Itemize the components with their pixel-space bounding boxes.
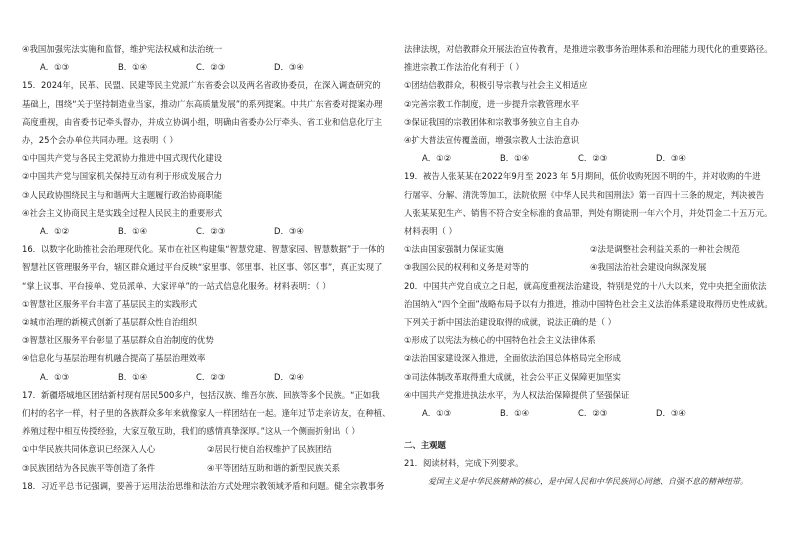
- q17-stem-line: 们村的名字一样，村子里的各族群众多年来就像家人一样团结在一起。逢年过节走亲访友，在种植、: [22, 408, 391, 419]
- q16-statement: ④信息化与基层治理有机融合提高了基层治理效率: [22, 353, 206, 364]
- q15-statement: ①中国共产党与各民主党派协力推进中国式现代化建设: [22, 153, 223, 164]
- q18-statement: ①团结信教群众，积极引导宗教与社会主义相适应: [404, 80, 588, 91]
- option-a[interactable]: A．①②: [40, 226, 70, 237]
- q17-statements-row: [22, 459, 392, 477]
- option-c[interactable]: C．②③: [196, 371, 226, 382]
- option-a[interactable]: A．①③: [422, 408, 452, 419]
- q15-stem-line: 办，25个会办单位共同办理。这表明（ ）: [22, 135, 178, 146]
- section-title: 二、主观题: [404, 440, 446, 451]
- q18-statement: ④扩大普法宣传覆盖面，增强宗教人士法治意识: [404, 135, 580, 146]
- q15-stem-line: 基础上，围绕“关于坚持制造业当家，推动广东高质量发展”的系列提案。中共广东省委对提案办理: [22, 98, 383, 109]
- q14-options: [22, 58, 392, 76]
- q19-statement: ②法是调整社会利益关系的一种社会规范: [590, 244, 740, 255]
- q17-statement: ①中华民族共同体意识已经深入人心: [22, 444, 156, 455]
- option-c[interactable]: C．②③: [578, 408, 608, 419]
- q19-stem-line: 19．被告人张某某在2022年9月至 2023 年 5月期间，低价收购死因不明的牛，并对收购的牛进: [404, 171, 761, 182]
- q16-statement: ③智慧社区服务平台彰显了基层群众自治制度的优势: [22, 335, 214, 346]
- q20-stem-line: 治国纳入“四个全面”战略布局予以有力推进，推动中国特色社会主义法治体系建设取得历史性成就。: [404, 298, 773, 309]
- q17-statement: ④平等团结互助和谐的新型民族关系: [207, 462, 341, 473]
- q20-stem-line: 20．中国共产党自成立之日起，就高度重视法治建设，特别是党的十八大以来，党中央把全面依法: [404, 280, 767, 291]
- q20-stem-line: 下列关于新中国法治建设取得的成就，说法正确的是（ ）: [404, 317, 617, 328]
- option-b[interactable]: B．①④: [118, 226, 148, 237]
- q15-stem-line: 15．2024年，民革、民盟、民建等民主党派广东省委会以及两名省政协委员，在深入调查研究的: [22, 80, 381, 91]
- q18-stem-line: 推进宗教工作法治化有利于（ ）: [404, 62, 524, 73]
- q19-statements-row: [404, 240, 776, 258]
- option-c[interactable]: C．②③: [196, 62, 226, 73]
- q19-stem-line: 行屠宰、分解、清洗等加工，法院依照《中华人民共和国刑法》第一百四十三条的规定，判决被告: [404, 189, 765, 200]
- option-b[interactable]: B．①④: [500, 408, 530, 419]
- q20-statement: ②法治国家建设深入推进，全面依法治国总体格局完全形成: [404, 353, 621, 364]
- q19-statements-row: [404, 258, 776, 276]
- option-a[interactable]: A．①③: [40, 62, 70, 73]
- spacer: [404, 422, 776, 430]
- q15-statement: ④社会主义协商民主是实践全过程人民民主的重要形式: [22, 207, 223, 218]
- q15-statement: ②中国共产党与国家机关保持互动有利于形成发展合力: [22, 171, 223, 182]
- right-column: [404, 40, 776, 491]
- q15-options: [22, 222, 392, 240]
- q16-stem-line: “掌上议事、平台接单、党员派单、大家评单”的一站式信息化服务。材料表明：（ ）: [22, 280, 331, 291]
- q16-statement: ①智慧社区服务平台丰富了基层民主的实践形式: [22, 298, 198, 309]
- q18-statement: ③保证我国的宗教团体和宗教事务独立自主自办: [404, 116, 580, 127]
- option-d[interactable]: D．③④: [656, 153, 686, 164]
- option-b[interactable]: B．①④: [500, 153, 530, 164]
- q20-statement: ③司法体制改革取得重大成就，社会公平正义保障更加坚实: [404, 371, 621, 382]
- option-b[interactable]: B．①④: [118, 371, 148, 382]
- option-b[interactable]: B．①④: [118, 62, 148, 73]
- q15-statement: ③人民政协围绕民主与和谐两大主题履行政治协商职能: [22, 189, 223, 200]
- option-a[interactable]: A．①③: [40, 371, 70, 382]
- q19-stem-line: 人张某某犯生产、销售不符合安全标准的食品罪，判处有期徒刑一年六个月，并处罚金二十五万元。: [404, 207, 773, 218]
- q20-statement: ①形成了以宪法为核心的中国特色社会主义法律体系: [404, 335, 596, 346]
- q20-statement: ④中国共产党推进执法水平，为人权法治保障提供了坚强保证: [404, 389, 630, 400]
- q20-options: [404, 404, 776, 422]
- q19-statement: ③我国公民的权利和义务是对等的: [404, 262, 529, 273]
- q15-stem-line: 高度重视，由省委书记牵头督办，并成立协调小组，明确由省委办公厅牵头、省工业和信息化厅主: [22, 116, 383, 127]
- q19-stem-line: 材料表明（ ）: [404, 226, 457, 237]
- q17-statement: ②居民行使自治权维护了民族团结: [207, 444, 332, 455]
- left-column: [22, 40, 392, 495]
- q21-stem-line: 21．阅读材料，完成下列要求。: [404, 458, 524, 469]
- q18-statement: ②完善宗教工作制度，进一步提升宗教管理水平: [404, 98, 580, 109]
- q18-options: [404, 149, 776, 167]
- q16-options: [22, 368, 392, 386]
- q16-stem-line: 智慧社区管理服务平台，辖区群众通过平台反映“家里事、邻里事、社区事、邻区事”，真正实现了: [22, 262, 383, 273]
- q18-stem-line: 18．习近平总书记强调，要善于运用法治思维和法治方式处理宗教领域矛盾和问题。健全宗教事务: [22, 480, 385, 491]
- option-d[interactable]: D．③④: [656, 408, 686, 419]
- q17-stem-line: 养殖过程中相互传授经验，大家互敬互助，我们的感情真挚深厚。”这从一个侧面折射出（ ）: [22, 426, 360, 437]
- q16-stem-line: 16．以数字化助推社会治理现代化。某市在社区构建集“智慧党建、智慧家园、智慧数据”于一体的: [22, 244, 385, 255]
- option-d[interactable]: D．③④: [274, 62, 304, 73]
- q16-statement: ②城市治理的新模式创新了基层群众性自治组织: [22, 317, 198, 328]
- option-d[interactable]: D．③④: [274, 226, 304, 237]
- q14-statement-4: ④我国加强宪法实施和监督，维护宪法权威和法治统一: [22, 44, 223, 54]
- q17-statement: ③民族团结为各民族平等创造了条件: [22, 462, 156, 473]
- option-a[interactable]: A．①②: [422, 153, 452, 164]
- option-c[interactable]: C．②③: [578, 153, 608, 164]
- q17-statements-row: [22, 440, 392, 458]
- option-c[interactable]: C．②③: [196, 226, 226, 237]
- option-d[interactable]: D．②④: [274, 371, 304, 382]
- q19-statement: ④我国法治社会建设向纵深发展: [590, 262, 707, 273]
- q18-stem-line: 法律法规，对信教群众开展法治宣传教育，是推进宗教事务治理体系和治理能力现代化的重要路径。: [404, 44, 773, 54]
- q17-stem-line: 17．新疆塔城地区团结新村现有居民500多户，包括汉族、维吾尔族、回族等多个民族。“正如我: [22, 389, 380, 400]
- q21-passage: 爱国主义是中华民族精神的核心，是中国人民和中华民族同心同德、自强不息的精神纽带。: [428, 476, 748, 486]
- q19-statement: ①法由国家强制力保证实施: [404, 244, 504, 255]
